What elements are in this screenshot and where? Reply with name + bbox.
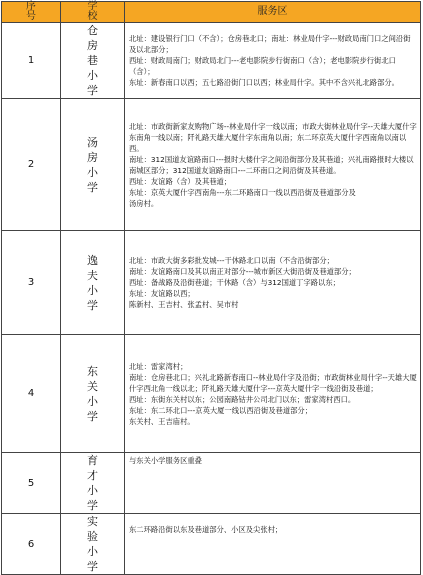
service-area-cell <box>125 99 421 231</box>
service-area-cell <box>125 335 421 453</box>
service-line: 东址：东二环北口---京英大厦一线以西沿街及巷道部分； <box>129 405 313 415</box>
service-line: 北址：雷家湾村； <box>129 361 188 371</box>
service-area-cell <box>125 231 421 335</box>
header-area: 服务区 <box>125 2 421 23</box>
school-name: 仓房巷小学 <box>87 24 98 97</box>
service-line: 东址：新春南口以西；五七路沿街门口以西；林业局什字。其中不含兴礼北路部分。 <box>129 78 399 87</box>
row-number: 5 <box>2 453 61 514</box>
service-line: 汤房村。 <box>129 198 159 208</box>
row-number: 3 <box>2 231 61 335</box>
school-name-cell <box>61 23 125 99</box>
service-line: 南址：312国道友谊路南口---报时大楼什字之间沿街部分及其巷道；兴礼南路报时大楼以南城区部分；312国道友谊路南口---二环南口之间沿街及其巷道。 <box>129 154 414 175</box>
service-line: 西址：友谊路（含）及其巷道； <box>129 176 232 186</box>
service-area-cell <box>125 23 421 99</box>
header-school: 学校 <box>61 2 125 23</box>
school-name-cell <box>61 99 125 231</box>
row-number: 6 <box>2 514 61 575</box>
row-number: 1 <box>2 23 61 99</box>
service-area-cell <box>125 514 421 575</box>
row-number: 2 <box>2 99 61 231</box>
school-name: 东关小学 <box>87 364 98 423</box>
service-line: 西址：备战路及沿街巷道；干休路（含）与312国道丁字路以东； <box>129 278 340 287</box>
row-number: 4 <box>2 335 61 453</box>
table-row <box>2 453 421 514</box>
service-line: 北址：建设银行门口（不含）；仓房巷北口；南址：林业局什字---财政局南门口之间沿街及以北部分； <box>129 34 411 54</box>
school-name-cell <box>61 453 125 514</box>
service-area-cell <box>125 453 421 514</box>
table-row <box>2 99 421 231</box>
service-line: 北址：市政大街多彩批发城---干休路北口以南（不含沿街部分； <box>129 256 334 265</box>
table-row <box>2 514 421 575</box>
service-line: 东二环路沿街以东及巷道部分、小区及尖张村； <box>129 525 283 534</box>
service-line: 南址：友谊路南口及其以南正对部分---城市新区大街沿街及巷道部分； <box>129 267 356 276</box>
service-line: 东址：友谊路以西； <box>129 289 195 298</box>
school-name: 逸夫小学 <box>87 253 98 312</box>
service-line: 与东关小学服务区重叠 <box>129 456 202 465</box>
service-line: 南址：仓房巷北口；兴礼北路新春南口--林业局什字及沿街；市政街林业局什字--天雄大厦什字西北角一线以北；阡礼路天雄大厦什字---京英大厦什字一线沿街及巷道； <box>129 372 417 393</box>
school-name: 育才小学 <box>87 454 98 512</box>
service-line: 东关村、王吉庙村。 <box>129 416 195 426</box>
service-line: 东址：京英大厦什字西南角---东二环路南口一线以西沿街及巷道部分及 <box>129 187 356 197</box>
school-name-cell <box>61 231 125 335</box>
service-line: 西址：东街东关村以东；公园南路钴井公司北门以东；雷家湾村西口。 <box>129 394 356 404</box>
header-no: 序号 <box>2 2 61 23</box>
school-name: 实验小学 <box>87 515 98 573</box>
service-line: 西址：财政局南门；财政局北门---老电影院步行街南口（含）；老电影院步行街北口（含）； <box>129 56 396 76</box>
service-area-table <box>1 1 421 575</box>
table-row <box>2 23 421 99</box>
table-row <box>2 231 421 335</box>
school-name: 汤房小学 <box>87 135 98 194</box>
school-name-cell <box>61 335 125 453</box>
school-name-cell <box>61 514 125 575</box>
service-line: 陈新村、王吉村、张孟村、吴市村 <box>129 300 239 309</box>
table-header-row <box>2 2 421 23</box>
service-line: 北址：市政街新家友购物广场--林业局什字一线以南；市政大街林业局什字--天雄大厦什字东南角一线以南；阡礼路天雄大厦什字东南角以南；东二环京英大厦什字西南角以南以西。 <box>129 121 417 153</box>
table-row <box>2 335 421 453</box>
